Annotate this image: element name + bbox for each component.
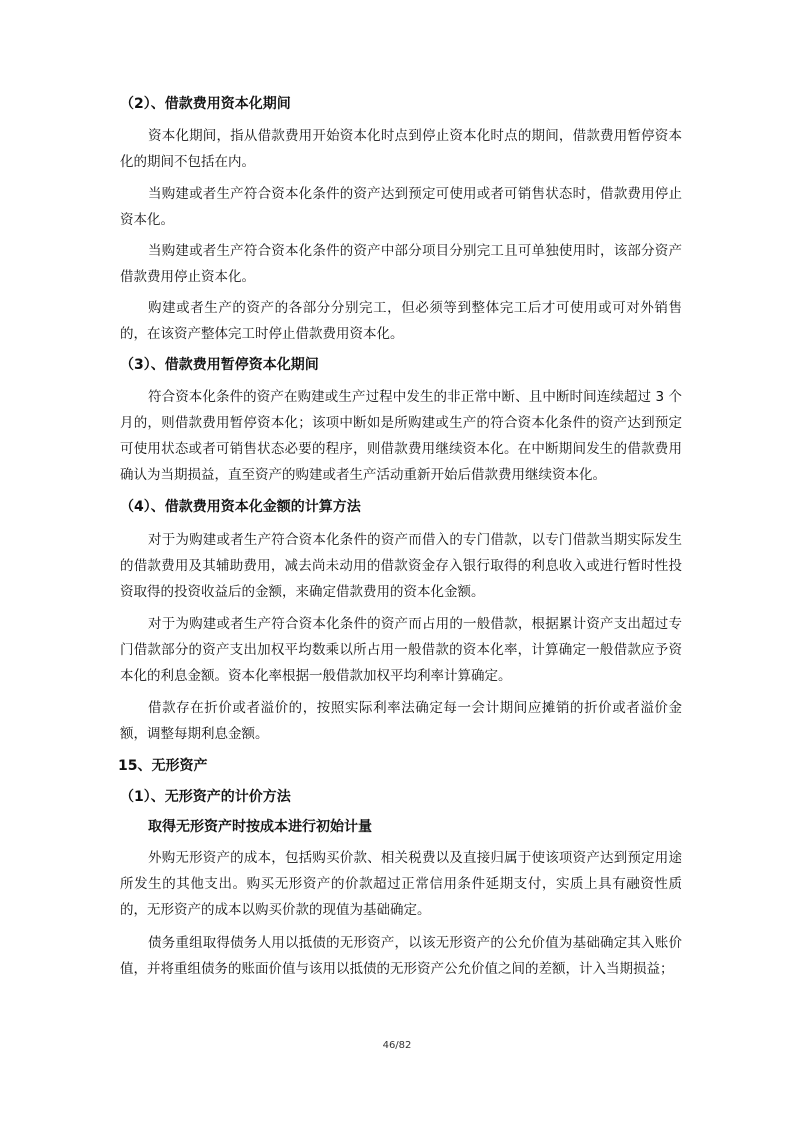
paragraph-discount-premium: 借款存在折价或者溢价的，按照实际利率法确定每一会计期间应摊销的折价或者溢价金额，调整每期利息金额。 — [120, 700, 682, 742]
heading-intangible-valuation-method: （1）、无形资产的计价方法 — [120, 789, 291, 805]
paragraph-capitalization-period-definition: 资本化期间，指从借款费用开始资本化时点到停止资本化时点的期间，借款费用暂停资本化的期间不包括在内。 — [120, 128, 682, 170]
page-number: 46/82 — [382, 1040, 412, 1051]
heading-intangible-assets: 15、无形资产 — [118, 758, 208, 774]
heading-suspension-period: （3）、借款费用暂停资本化期间 — [120, 357, 319, 373]
paragraph-stop-capitalization-whole: 购建或者生产的资产的各部分分别完工，但必须等到整体完工后才可使用或可对外销售的，在该资产整体完工时停止借款费用资本化。 — [120, 300, 682, 342]
paragraph-specific-borrowing: 对于为购建或者生产符合资本化条件的资产而借入的专门借款，以专门借款当期实际发生的借款费用及其辅助费用，减去尚未动用的借款资金存入银行取得的利息收入或进行暂时性投资取得的投资收益后的金额，来确定借款费用的资本化金额。 — [120, 532, 682, 600]
heading-borrowing-cost-capitalization-period: （2）、借款费用资本化期间 — [120, 96, 291, 112]
subheading-initial-measurement: 取得无形资产时按成本进行初始计量 — [148, 819, 372, 835]
heading-capitalization-amount-method: （4）、借款费用资本化金额的计算方法 — [120, 499, 361, 515]
paragraph-suspension-rules: 符合资本化条件的资产在购建或生产过程中发生的非正常中断、且中断时间连续超过 3 个月的，则借款费用暂停资本化；该项中断如是所购建或生产的符合资本化条件的资产达到预定可使用状态或者可销售状态必要的程序，则借款费用继续资本化。在中断期间发生的借款费用确认为当期损益，直至资产的购建或者生产活动重新开始后借款费用继续资本化。 — [120, 389, 682, 483]
paragraph-purchased-intangible-cost: 外购无形资产的成本，包括购买价款、相关税费以及直接归属于使该项资产达到预定用途所发生的其他支出。购买无形资产的价款超过正常信用条件延期支付，实质上具有融资性质的，无形资产的成本以购买价款的现值为基础确定。 — [120, 850, 682, 918]
paragraph-stop-capitalization-ready: 当购建或者生产符合资本化条件的资产达到预定可使用或者可销售状态时，借款费用停止资本化。 — [120, 186, 682, 228]
paragraph-general-borrowing: 对于为购建或者生产符合资本化条件的资产而占用的一般借款，根据累计资产支出超过专门借款部分的资产支出加权平均数乘以所占用一般借款的资本化率，计算确定一般借款应予资本化的利息金额。资本化率根据一般借款加权平均利率计算确定。 — [120, 616, 682, 684]
paragraph-stop-capitalization-partial: 当购建或者生产符合资本化条件的资产中部分项目分别完工且可单独使用时，该部分资产借款费用停止资本化。 — [120, 243, 682, 285]
paragraph-debt-restructuring-intangible: 债务重组取得债务人用以抵债的无形资产，以该无形资产的公允价值为基础确定其入账价值，并将重组债务的账面价值与该用以抵债的无形资产公允价值之间的差额，计入当期损益； — [120, 935, 682, 977]
